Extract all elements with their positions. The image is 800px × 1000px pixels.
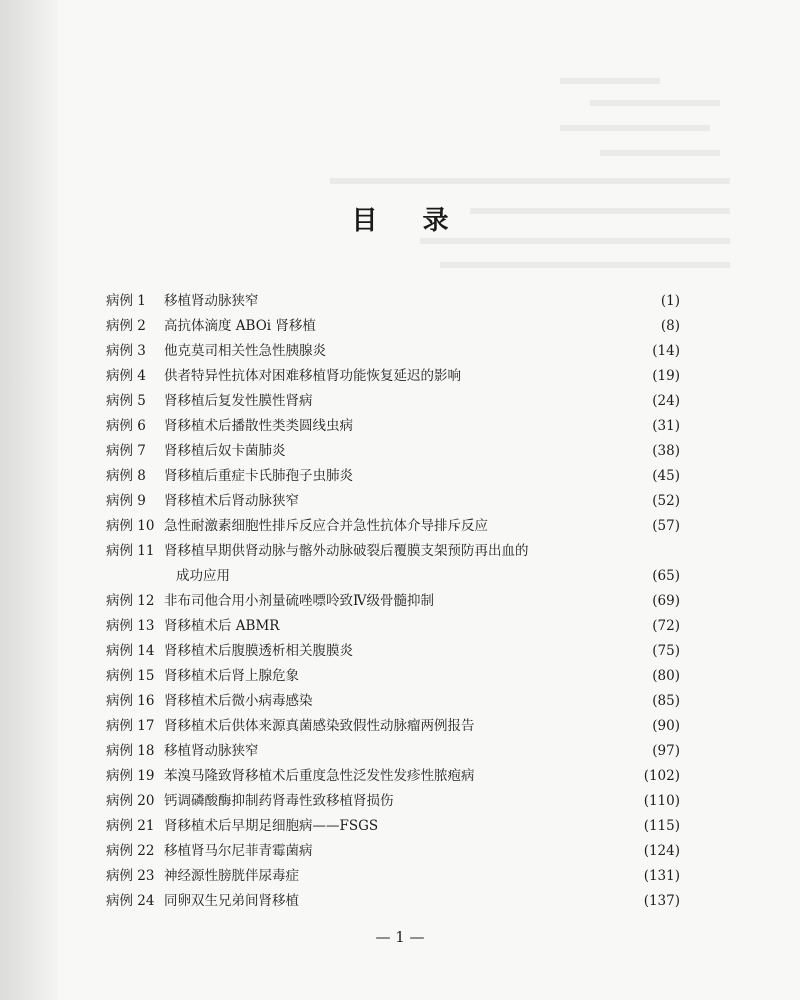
toc-entry[interactable] xyxy=(106,764,680,789)
toc-entry[interactable] xyxy=(106,664,680,689)
leader-dots xyxy=(438,589,648,614)
show-through-line xyxy=(330,178,730,184)
toc-entry-title: 移植肾动脉狭窄 xyxy=(164,743,259,759)
toc-page-number: (31) xyxy=(652,418,680,434)
toc-case-number: 病例 5 xyxy=(106,393,146,409)
leader-dots xyxy=(357,414,648,439)
leader-dots xyxy=(283,614,648,639)
show-through-line xyxy=(560,78,660,84)
toc-case-number: 病例 1 xyxy=(106,293,146,309)
toc-entry-title-continued: 成功应用 xyxy=(176,568,230,584)
table-of-contents xyxy=(106,289,680,914)
leader-dots xyxy=(357,639,648,664)
toc-entry[interactable] xyxy=(106,889,680,914)
leader-dots xyxy=(492,514,648,539)
leader-dots xyxy=(465,364,648,389)
toc-entry[interactable] xyxy=(106,289,680,314)
toc-case-number: 病例 3 xyxy=(106,343,146,359)
toc-entry-title: 非布司他合用小剂量硫唑嘌呤致Ⅳ级骨髓抑制 xyxy=(164,593,434,609)
toc-entry[interactable] xyxy=(106,314,680,339)
toc-case-number: 病例 17 xyxy=(106,718,155,734)
show-through-line xyxy=(600,150,720,156)
page-title: 目 录 xyxy=(351,206,467,236)
toc-case-number: 病例 2 xyxy=(106,318,146,334)
toc-case-number: 病例 24 xyxy=(106,893,155,909)
toc-entry[interactable] xyxy=(106,614,680,639)
toc-case-number: 病例 6 xyxy=(106,418,146,434)
toc-case-number: 病例 19 xyxy=(106,768,155,784)
toc-page-number: (110) xyxy=(643,793,680,809)
toc-case-number: 病例 15 xyxy=(106,668,155,684)
leader-dots xyxy=(382,814,640,839)
toc-case-number: 病例 4 xyxy=(106,368,146,384)
toc-case-number: 病例 23 xyxy=(106,868,155,884)
toc-page-number: (19) xyxy=(652,368,680,384)
leader-dots xyxy=(303,664,648,689)
toc-entry-title: 肾移植术后 ABMR xyxy=(164,618,280,634)
toc-page-number: (69) xyxy=(652,593,680,609)
toc-case-number: 病例 16 xyxy=(106,693,155,709)
toc-page-number: (80) xyxy=(652,668,680,684)
leader-dots xyxy=(317,839,640,864)
toc-entry-title: 移植肾动脉狭窄 xyxy=(164,293,259,309)
toc-entry-title: 肾移植术后微小病毒感染 xyxy=(164,693,313,709)
toc-entry[interactable] xyxy=(106,739,680,764)
page-number-footer: — 1 — xyxy=(375,928,425,946)
show-through-line xyxy=(440,262,730,268)
leader-dots xyxy=(263,289,657,314)
toc-entry-title: 急性耐激素细胞性排斥反应合并急性抗体介导排斥反应 xyxy=(164,518,488,534)
leader-dots xyxy=(317,689,649,714)
toc-entry-title: 肾移植早期供肾动脉与髂外动脉破裂后覆膜支架预防再出血的 xyxy=(164,543,529,559)
leader-dots xyxy=(303,489,648,514)
toc-entry[interactable] xyxy=(106,864,680,889)
leader-dots xyxy=(263,739,649,764)
toc-entry[interactable] xyxy=(106,814,680,839)
leader-dots xyxy=(303,864,640,889)
toc-page-number: (137) xyxy=(643,893,680,909)
toc-entry[interactable] xyxy=(106,364,680,389)
toc-page-number: (65) xyxy=(652,568,680,584)
toc-case-number: 病例 13 xyxy=(106,618,155,634)
toc-case-number: 病例 12 xyxy=(106,593,155,609)
toc-entry[interactable] xyxy=(106,389,680,414)
show-through-line xyxy=(560,125,710,131)
toc-page-number: (131) xyxy=(643,868,680,884)
toc-page-number: (38) xyxy=(652,443,680,459)
toc-entry[interactable] xyxy=(106,514,680,539)
toc-case-number: 病例 22 xyxy=(106,843,155,859)
toc-entry-title: 他克莫司相关性急性胰腺炎 xyxy=(164,343,326,359)
leader-dots xyxy=(357,464,648,489)
toc-case-number: 病例 9 xyxy=(106,493,146,509)
leader-dots xyxy=(320,314,657,339)
leader-dots xyxy=(234,564,648,589)
toc-page-number: (115) xyxy=(643,818,680,834)
toc-entry[interactable] xyxy=(106,464,680,489)
toc-entry-title: 肾移植后奴卡菌肺炎 xyxy=(164,443,286,459)
toc-case-number: 病例 14 xyxy=(106,643,155,659)
leader-dots xyxy=(479,714,649,739)
toc-entry-title: 肾移植后复发性膜性肾病 xyxy=(164,393,313,409)
toc-page-number: (24) xyxy=(652,393,680,409)
toc-entry[interactable] xyxy=(106,414,680,439)
toc-entry[interactable] xyxy=(106,789,680,814)
toc-page-number: (57) xyxy=(652,518,680,534)
toc-entry[interactable] xyxy=(106,689,680,714)
toc-entry[interactable] xyxy=(106,589,680,614)
toc-page-number: (97) xyxy=(652,743,680,759)
leader-dots xyxy=(330,339,648,364)
toc-case-number: 病例 11 xyxy=(106,543,155,559)
toc-entry[interactable] xyxy=(106,489,680,514)
toc-entry-title: 移植肾马尔尼菲青霉菌病 xyxy=(164,843,313,859)
toc-page-number: (14) xyxy=(652,343,680,359)
toc-page-number: (85) xyxy=(652,693,680,709)
toc-entry-title: 肾移植术后肾上腺危象 xyxy=(164,668,299,684)
toc-entry[interactable] xyxy=(106,339,680,364)
toc-page-number: (90) xyxy=(652,718,680,734)
toc-entry-title: 苯溴马隆致肾移植术后重度急性泛发性发疹性脓疱病 xyxy=(164,768,475,784)
toc-entry-title: 肾移植术后肾动脉狭窄 xyxy=(164,493,299,509)
show-through-line xyxy=(590,100,720,106)
toc-entry[interactable] xyxy=(106,839,680,864)
toc-entry-title: 同卵双生兄弟间肾移植 xyxy=(164,893,299,909)
toc-page-number: (102) xyxy=(643,768,680,784)
toc-page-number: (75) xyxy=(652,643,680,659)
toc-case-number: 病例 18 xyxy=(106,743,155,759)
leader-dots xyxy=(479,764,640,789)
scan-shadow xyxy=(0,0,58,1000)
toc-page-number: (72) xyxy=(652,618,680,634)
leader-dots xyxy=(317,389,649,414)
leader-dots xyxy=(303,889,640,914)
toc-entry-title: 钙调磷酸酶抑制药肾毒性致移植肾损伤 xyxy=(164,793,394,809)
toc-entry-title: 肾移植术后播散性类类圆线虫病 xyxy=(164,418,353,434)
toc-entry-title: 高抗体滴度 ABOi 肾移植 xyxy=(164,318,316,334)
toc-entry-title: 神经源性膀胱伴尿毒症 xyxy=(164,868,299,884)
toc-entry-title: 肾移植术后早期足细胞病——FSGS xyxy=(164,818,379,834)
toc-entry-title: 肾移植后重症卡氏肺孢子虫肺炎 xyxy=(164,468,353,484)
toc-page-number: (45) xyxy=(652,468,680,484)
toc-entry[interactable] xyxy=(106,539,680,589)
toc-case-number: 病例 8 xyxy=(106,468,146,484)
toc-case-number: 病例 7 xyxy=(106,443,146,459)
toc-case-number: 病例 10 xyxy=(106,518,155,534)
toc-page-number: (1) xyxy=(660,293,680,309)
toc-entry-title: 供者特异性抗体对困难移植肾功能恢复延迟的影响 xyxy=(164,368,461,384)
toc-page-number: (52) xyxy=(652,493,680,509)
toc-entry-title: 肾移植术后供体来源真菌感染致假性动脉瘤两例报告 xyxy=(164,718,475,734)
leader-dots xyxy=(398,789,640,814)
toc-page-number: (8) xyxy=(660,318,680,334)
toc-entry[interactable] xyxy=(106,639,680,664)
show-through-line xyxy=(420,238,730,244)
toc-entry[interactable] xyxy=(106,714,680,739)
toc-case-number: 病例 21 xyxy=(106,818,155,834)
toc-entry-title: 肾移植术后腹膜透析相关腹膜炎 xyxy=(164,643,353,659)
leader-dots xyxy=(290,439,649,464)
toc-page-number: (124) xyxy=(643,843,680,859)
toc-case-number: 病例 20 xyxy=(106,793,155,809)
toc-entry[interactable] xyxy=(106,439,680,464)
